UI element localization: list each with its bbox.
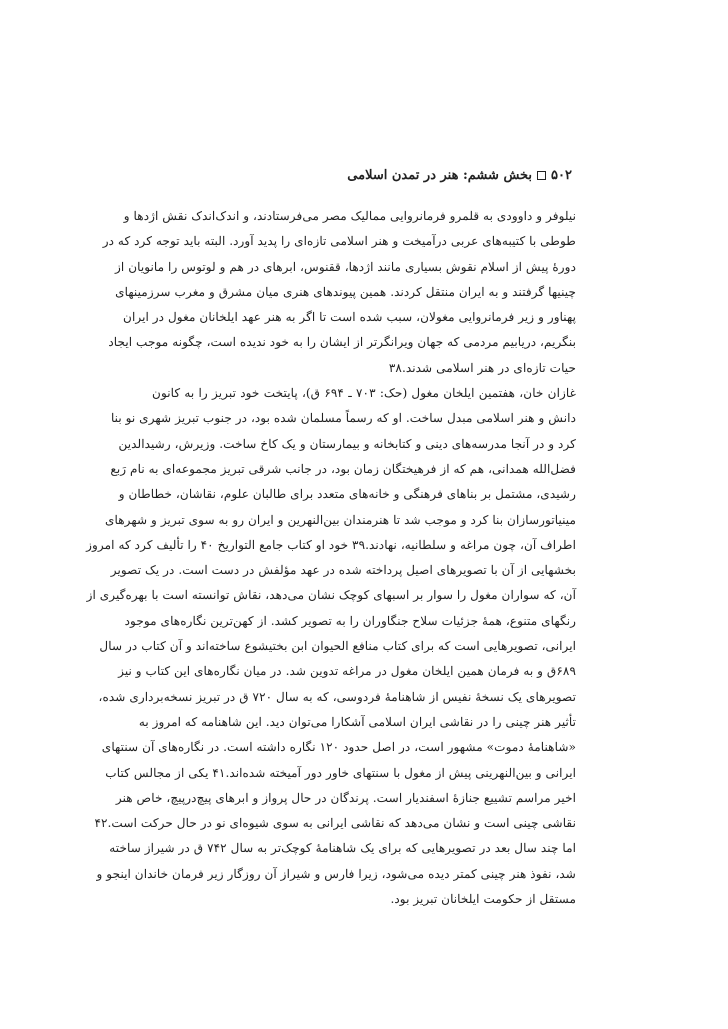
text-line: «شاهنامهٔ دموت» مشهور است، در اصل حدود ۱۲۰ نگاره داشته است. در نگاره‌های آن سنتهای bbox=[101, 740, 576, 755]
text-line: غازان خان، هفتمین ایلخان مغول (حک: ۷۰۳ ـ ۶۹۴ ق)، پایتخت خود تبریز را به کانون bbox=[152, 386, 576, 401]
text-line: رنگهای متنوع، همهٔ جزئیات سلاح جنگاوران را به تصویر کشد. از کهن‌ترین نگاره‌های موجود bbox=[124, 613, 576, 628]
text-line: حیات تازه‌ای در هنر اسلامی شدند.۳۸ bbox=[388, 360, 576, 375]
text-line: فضل‌الله همدانی، هم که از فرهیختگان زمان بود، در جانب شرقی تبریز مجموعه‌ای به نام رَبع bbox=[110, 461, 576, 476]
text-line: ایرانی و بین‌النهرینی پیش از مغول با سنتهای خاور دور آمیخته شده‌اند.۴۱ یکی از مجالس کتاب bbox=[105, 765, 576, 780]
text-line: اما چند سال بعد در تصویرهایی که برای یک شاهنامهٔ کوچک‌تر به سال ۷۴۲ ق در شیراز ساخته bbox=[109, 841, 576, 856]
text-line: رشیدی، مشتمل بر بناهای فرهنگی و خانه‌های متعدد برای طالبان علوم، نقاشان، خطاطان و bbox=[118, 487, 576, 502]
text-line: دانش و هنر اسلامی مبدل ساخت. او که رسماً مسلمان شده بود، در جنوب تبریز شهری نو بنا bbox=[110, 411, 576, 426]
text-line: مستقل از حکومت ایلخانان تبریز بود. bbox=[390, 892, 576, 907]
text-line: پهناور و زیر فرمانروایی مغولان، سبب شده است تا اگر به هنر عهد ایلخانان مغول در ایران bbox=[123, 310, 576, 325]
text-line: تأثیر هنر چینی را در نقاشی ایران اسلامی آشکارا می‌توان دید. این شاهنامه که امروز به bbox=[138, 714, 576, 729]
text-line: ایرانی، تصویرهایی است که برای کتاب منافع الحیوان ابن بختیشوع ساخته‌اند و آن کتاب در سال bbox=[99, 639, 576, 654]
text-line: اخیر مراسم تشییع جنازهٔ اسفندیار است. پرندگان در حال پرواز و ابرهای پیچ‌درپیچ، خاص هنر bbox=[115, 790, 576, 805]
text-line: مینیاتورسازان بنا کرد و موجب شد تا هنرمندان بین‌النهرین و ایران رو به سوی تبریز و شهرهای bbox=[104, 512, 576, 527]
square-separator-icon bbox=[537, 171, 546, 180]
text-line: چینیها گرفتند و به ایران منتقل کردند. همین پیوندهای هنری میان مشرق و مغرب سرزمینهای bbox=[115, 284, 576, 299]
text-line: اطراف آن، چون مراغه و سلطانیه، نهادند.۳۹ خود او کتاب جامع التواریخ ۴۰ را تألیف کرد که امروز bbox=[86, 537, 576, 552]
text-line: بنگریم، دریابیم مردمی که جهان ویرانگرتر از ایشان را به خود ندیده است، چگونه موجب ایجاد bbox=[108, 335, 576, 350]
text-line: آن، که سواران مغول را سوار بر اسبهای کوچک نشان می‌دهد، نقاش توانسته است با بهره‌گیری از bbox=[86, 588, 576, 603]
text-line: بخشهایی از آن با تصویرهای اصیل پرداخته شده در عهد مؤلفش در دست است. در یک تصویر bbox=[110, 563, 576, 578]
body-text bbox=[86, 204, 576, 912]
text-line: طوطی با کتیبه‌های عربی درآمیخت و هنر اسلامی تازه‌ای را پدید آورد. البته باید توجه کرد که در bbox=[102, 234, 576, 249]
text-line: شد، نفوذ هنر چینی کمتر دیده می‌شود، زیرا فارس و شیراز آن روزگار زیر فرمان خاندان اینجو و bbox=[96, 866, 576, 881]
text-line: دورهٔ پیش از اسلام نقوش بسیاری مانند اژدها، ققنوس، ابرهای در هم و لوتوس را مانویان از bbox=[115, 259, 576, 274]
page-number: ۵۰۲ bbox=[551, 168, 572, 183]
text-line: نقاشی چینی است و نشان می‌دهد که نقاشی ایرانی به سوی شیوه‌ای نو در حال حرکت است.۴۲ bbox=[94, 816, 576, 831]
text-line: نیلوفر و داوودی به قلمرو فرمانروایی ممالیک مصر می‌فرستادند، و اندک‌اندک نقش اژدها و bbox=[123, 209, 576, 223]
chapter-title: بخش ششم: هنر در تمدن اسلامی bbox=[347, 168, 533, 183]
text-line: تصویرهای یک نسخهٔ نفیس از شاهنامهٔ فردوسی، که به سال ۷۲۰ ق در تبریز نسخه‌برداری شده، bbox=[98, 689, 576, 704]
running-header bbox=[347, 166, 572, 186]
text-line: ۶۸۹ق و به فرمان همین ایلخان مغول در مراغه تدوین شد. در میان نگاره‌های این کتاب و نیز bbox=[118, 664, 576, 679]
text-line: کرد و در آنجا مدرسه‌های دینی و کتابخانه و بیمارستان و یک کاخ ساخت. وزیرش، رشیدالدین bbox=[118, 436, 576, 451]
